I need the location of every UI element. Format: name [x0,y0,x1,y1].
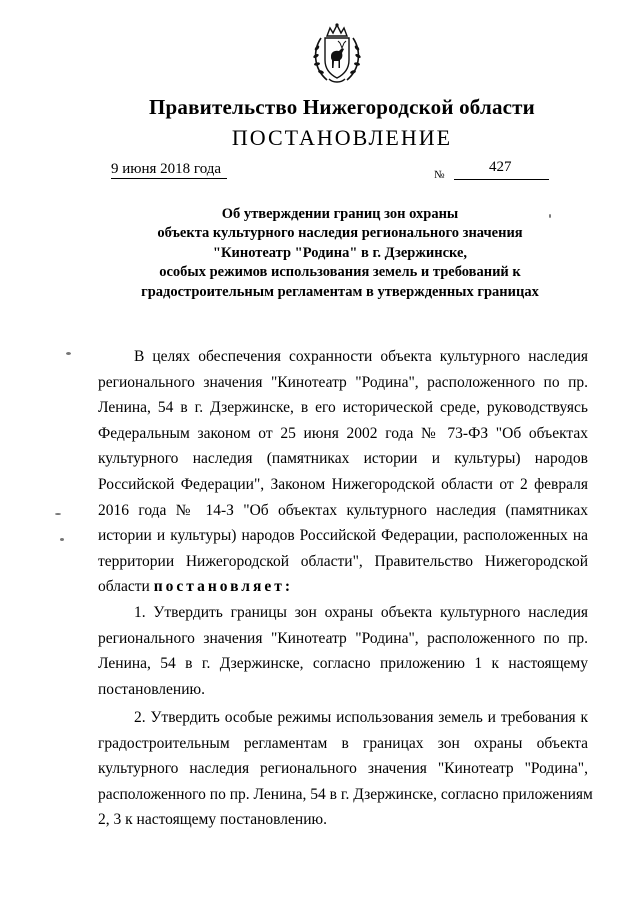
text-line: культурного наследия (памятниках истории и культуры) народов [98,450,588,468]
government-title: Правительство Нижегородской области [149,95,535,119]
clause-1-paragraph [98,600,588,702]
preamble-paragraph [98,344,588,600]
subject-line: объекта культурного наследия регионального значения [157,225,523,242]
number-underline [454,179,549,180]
text-line: Федеральным законом от 25 июня 2002 года № 73-ФЗ "Об объектах [98,424,588,442]
resolution-keyword: постановляет: [153,578,294,596]
text-line: Ленина, 54 в г. Дзержинске, согласно приложению 1 к настоящему [98,655,588,673]
text-line: Российской Федерации", Законом Нижегородской области от 2 февраля [98,475,588,493]
coat-of-arms-emblem [309,22,365,86]
text-line: регионального значения "Кинотеатр "Родина", расположенного по пр. [98,373,588,391]
scan-speck [549,214,551,218]
subject-line: Об утверждении границ зон охраны [221,206,459,222]
clause-2-paragraph [98,705,593,833]
text-line: регионального значения "Кинотеатр "Родина", расположенного по пр. [98,629,588,647]
document-subject [100,205,580,302]
text-line: культурного наследия регионального значения "Кинотеатр "Родина", [98,760,588,778]
text-line: В целях обеспечения сохранности объекта культурного наследия [134,348,588,365]
scan-speck [55,513,61,515]
scan-speck [60,538,64,541]
text-line: градостроительным регламентам в границах зон охраны объекта [98,734,588,752]
subject-line: "Кинотеатр "Родина" в г. Дзержинске, [212,244,468,261]
text-line: расположенного по пр. Ленина, 54 в г. Дзержинске, согласно приложениям [98,785,593,803]
text-line: 1. Утвердить границы зон охраны объекта культурного наследия [134,604,588,621]
text-line [98,574,588,600]
number-label: № [434,169,445,181]
document-type: ПОСТАНОВЛЕНИЕ [231,125,453,150]
text-line: 2. Утвердить особые режимы использования земель и требования к [134,709,588,726]
subject-line: градостроительным регламентам в утвержденных границах [141,283,539,300]
text-line: территории Нижегородской области", Правительство Нижегородской [98,552,588,570]
scan-speck [66,352,71,355]
text-line: Ленина, 54 в г. Дзержинске, в его исторической среде, руководствуясь [98,399,588,417]
document-date: 9 июня 2018 года [111,160,227,179]
text-fragment: области [98,578,154,596]
subject-line: особых режимов использования земель и требований к [159,264,521,281]
text-line: постановлению. [98,680,205,698]
text-line: истории и культуры) народов Российской Федерации, расположенных на [98,527,588,545]
text-line: 2016 года № 14-З "Об объектах культурного наследия (памятниках [98,501,588,519]
document-number: 427 [489,159,512,175]
text-line: 2, 3 к настоящему постановлению. [98,811,327,829]
